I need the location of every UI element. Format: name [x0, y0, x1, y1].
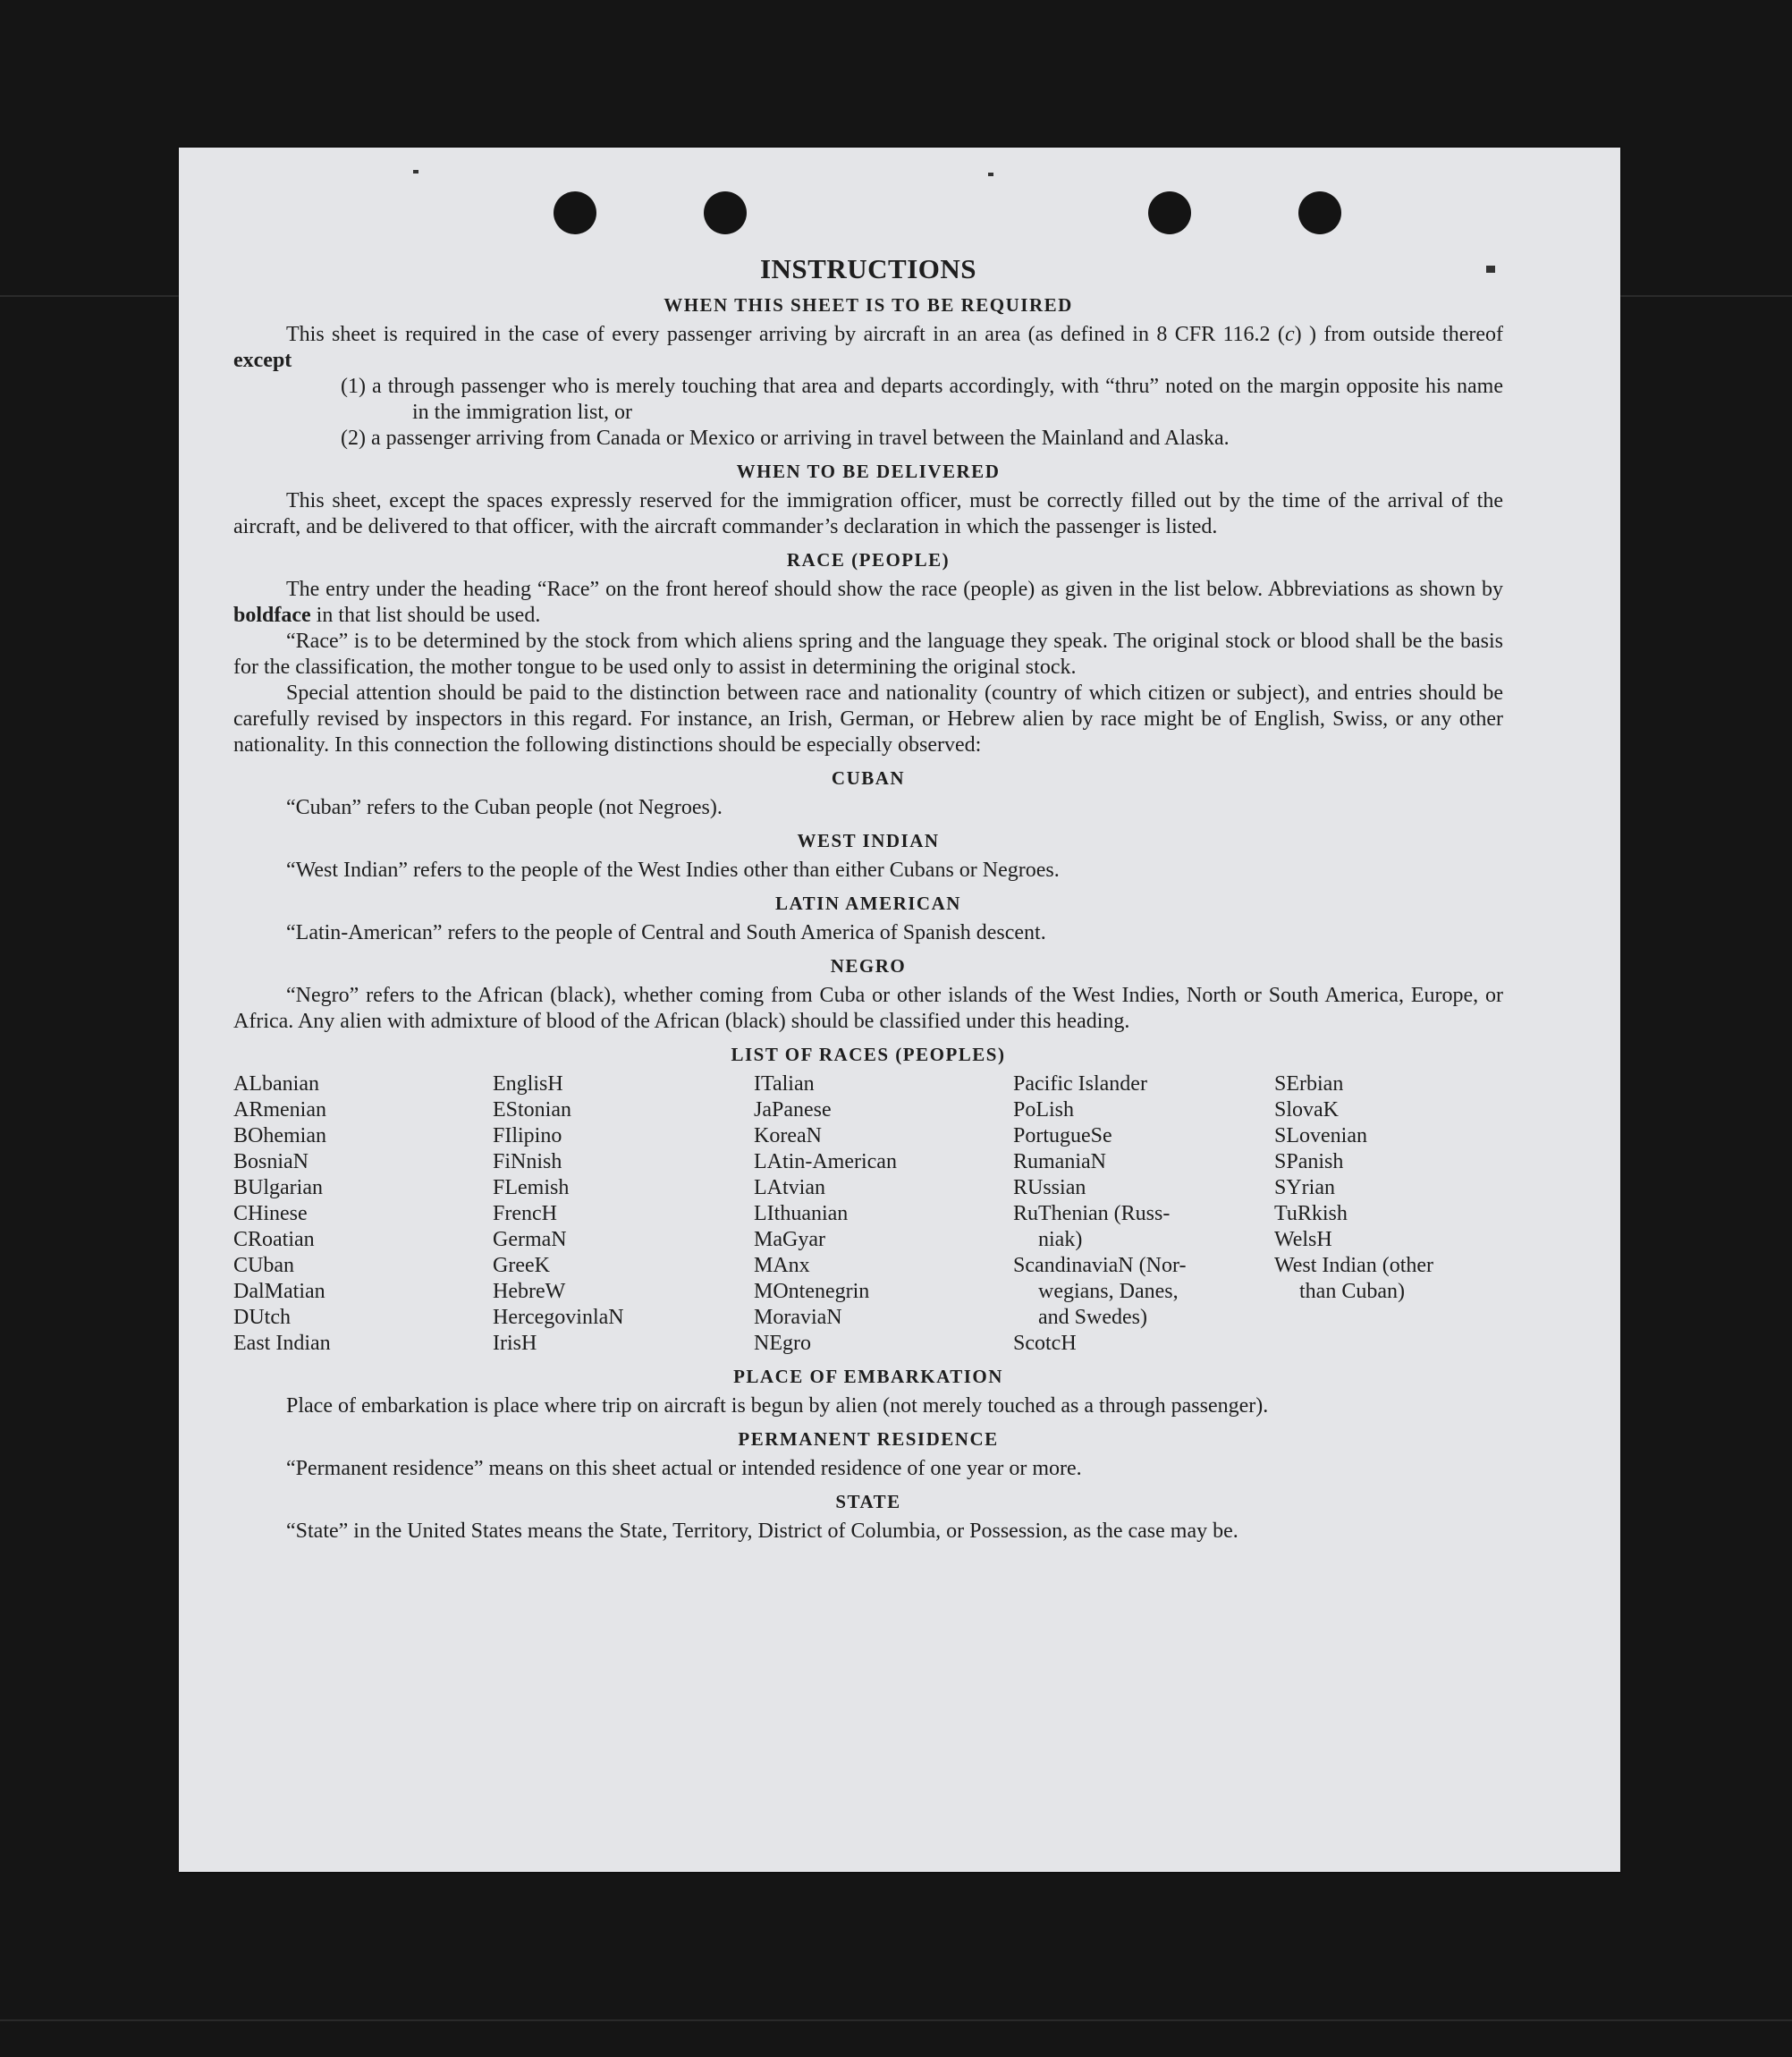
race-entry: BosniaN — [233, 1150, 309, 1173]
race-entry: CRoatian — [233, 1228, 315, 1251]
race-entry: TuRkish — [1274, 1202, 1348, 1225]
race-entry: LAtin-American — [754, 1150, 897, 1173]
heading-west-indian: WEST INDIAN — [797, 830, 940, 851]
race-entry: niak) — [1038, 1228, 1083, 1251]
race-entry: FIlipino — [493, 1124, 562, 1147]
document-sheet — [179, 148, 1620, 1872]
race-entry: FLemish — [493, 1176, 570, 1199]
heading-list-of-races: LIST OF RACES (PEOPLES) — [731, 1044, 1006, 1065]
race-entry: LIthuanian — [754, 1202, 849, 1225]
race-entry: DUtch — [233, 1306, 291, 1329]
race-entry: SPanish — [1274, 1150, 1344, 1173]
race-entry: than Cuban) — [1299, 1280, 1405, 1303]
race-entry: MAnx — [754, 1254, 810, 1277]
race-entry: RuThenian (Russ- — [1013, 1202, 1171, 1225]
race-entry: EStonian — [493, 1098, 571, 1122]
race-entry: ITalian — [754, 1072, 815, 1096]
race-entry: SErbian — [1274, 1072, 1344, 1096]
race-entry: ALbanian — [233, 1072, 319, 1096]
race-entry: FrencH — [493, 1202, 557, 1225]
punch-hole — [1148, 191, 1191, 234]
race-entry: NEgro — [754, 1332, 811, 1355]
race-entry: RUssian — [1013, 1176, 1086, 1199]
when-required-intro: This sheet is required in the case of every passenger arriving by aircraft in an area (as defined in 8 CFR 116.2 (c) ) from outside thereof except — [233, 323, 1504, 372]
race-entry: JaPanese — [754, 1098, 832, 1122]
cuban-text: “Cuban” refers to the Cuban people (not Negroes). — [286, 796, 723, 819]
west-indian-text: “West Indian” refers to the people of the West Indies other than either Cubans or Negroes. — [286, 859, 1060, 882]
state-text: “State” in the United States means the State, Territory, District of Columbia, or Possession, as the case may be. — [286, 1519, 1238, 1543]
race-entry: GermaN — [493, 1228, 567, 1251]
race-entry: DalMatian — [233, 1280, 325, 1303]
race-entry: MoraviaN — [754, 1306, 842, 1329]
race-entry: RumaniaN — [1013, 1150, 1106, 1173]
race-entry: HebreW — [493, 1280, 566, 1303]
race-entry: HercegovinlaN — [493, 1306, 624, 1329]
race-entry — [1274, 1331, 1503, 1357]
race-entry: WelsH — [1274, 1228, 1332, 1251]
race-entry: West Indian (other — [1274, 1254, 1434, 1277]
race-entry: SLovenian — [1274, 1124, 1367, 1147]
race-entry — [1274, 1305, 1503, 1331]
heading-cuban: CUBAN — [831, 767, 906, 789]
when-delivered-text: This sheet, except the spaces expressly reserved for the immigration officer, must be correctly filled out by the time of the arrival of the aircraft, and be delivered to that officer, with the aircraft commander’s declaration in which the passenger is listed. — [233, 489, 1503, 538]
race-paragraph-3: Special attention should be paid to the distinction between race and nationality (country of which citizen or subject), and entries should be carefully revised by inspectors in this regard. For instance, an Irish, German, or Hebrew alien by race might be of English, Swiss, or any other nationality. In this connection the following distinctions should be especially observed: — [233, 681, 1503, 757]
race-entry: SlovaK — [1274, 1098, 1339, 1122]
race-entry: BUlgarian — [233, 1176, 323, 1199]
negro-text: “Negro” refers to the African (black), whether coming from Cuba or other islands of the West Indies, North or South America, Europe, or Africa. Any alien with admixture of blood of the African (black) should be classified under this heading. — [233, 984, 1503, 1033]
race-entry: PortugueSe — [1013, 1124, 1112, 1147]
heading-negro: NEGRO — [830, 955, 907, 977]
heading-latin-american: LATIN AMERICAN — [775, 893, 961, 914]
instructions-content — [233, 253, 1503, 1545]
race-entry: BOhemian — [233, 1124, 326, 1147]
punch-hole — [554, 191, 596, 234]
race-entry: MOntenegrin — [754, 1280, 870, 1303]
heading-embarkation: PLACE OF EMBARKATION — [733, 1366, 1003, 1387]
page-title: INSTRUCTIONS — [759, 253, 976, 284]
latin-american-text: “Latin-American” refers to the people of Central and South America of Spanish descent. — [286, 921, 1046, 944]
race-paragraph-1: The entry under the heading “Race” on the front hereof should show the race (people) as given in the list below. Abbreviations as shown by boldface in that list should be used. — [233, 578, 1503, 627]
race-entry: MaGyar — [754, 1228, 825, 1251]
race-entry: EnglisH — [493, 1072, 563, 1096]
race-entry: FiNnish — [493, 1150, 562, 1173]
race-entry: wegians, Danes, — [1038, 1280, 1179, 1303]
punch-hole — [1298, 191, 1341, 234]
heading-race: RACE (PEOPLE) — [786, 549, 951, 571]
race-entry: SYrian — [1274, 1176, 1335, 1199]
race-entry: CUban — [233, 1254, 294, 1277]
race-entry: PoLish — [1013, 1098, 1075, 1122]
race-paragraph-2: “Race” is to be determined by the stock from which aliens spring and the language they speak. The original stock or blood shall be the basis for the classification, the mother tongue to be used only to assist in determining the original stock. — [233, 630, 1503, 679]
race-entry: GreeK — [493, 1254, 550, 1277]
race-entry: and Swedes) — [1038, 1306, 1147, 1329]
exception-item-1: (1) a through passenger who is merely touching that area and departs accordingly, with “thru” noted on the margin opposite his name in the immigration list, or — [341, 375, 1503, 424]
race-entry: CHinese — [233, 1202, 308, 1225]
heading-when-delivered: WHEN TO BE DELIVERED — [736, 461, 1001, 482]
race-entry: LAtvian — [754, 1176, 825, 1199]
heading-permanent-residence: PERMANENT RESIDENCE — [738, 1428, 999, 1450]
race-entry: ScandinaviaN (Nor- — [1013, 1254, 1187, 1277]
race-entry: IrisH — [493, 1332, 537, 1355]
embarkation-text: Place of embarkation is place where trip on aircraft is begun by alien (not merely touched as a through passenger). — [286, 1394, 1269, 1418]
race-entry: Pacific Islander — [1013, 1072, 1147, 1096]
race-entry: ARmenian — [233, 1098, 326, 1122]
heading-when-required: WHEN THIS SHEET IS TO BE REQUIRED — [664, 294, 1073, 316]
race-list — [233, 1071, 1503, 1357]
exception-item-2: (2) a passenger arriving from Canada or Mexico or arriving in travel between the Mainland and Alaska. — [341, 427, 1230, 450]
race-entry: ScotcH — [1013, 1332, 1077, 1355]
race-entry: KoreaN — [754, 1124, 822, 1147]
punch-hole — [704, 191, 747, 234]
race-entry: East Indian — [233, 1332, 331, 1355]
residence-text: “Permanent residence” means on this sheet actual or intended residence of one year or more. — [286, 1457, 1082, 1480]
heading-state: STATE — [835, 1491, 901, 1512]
